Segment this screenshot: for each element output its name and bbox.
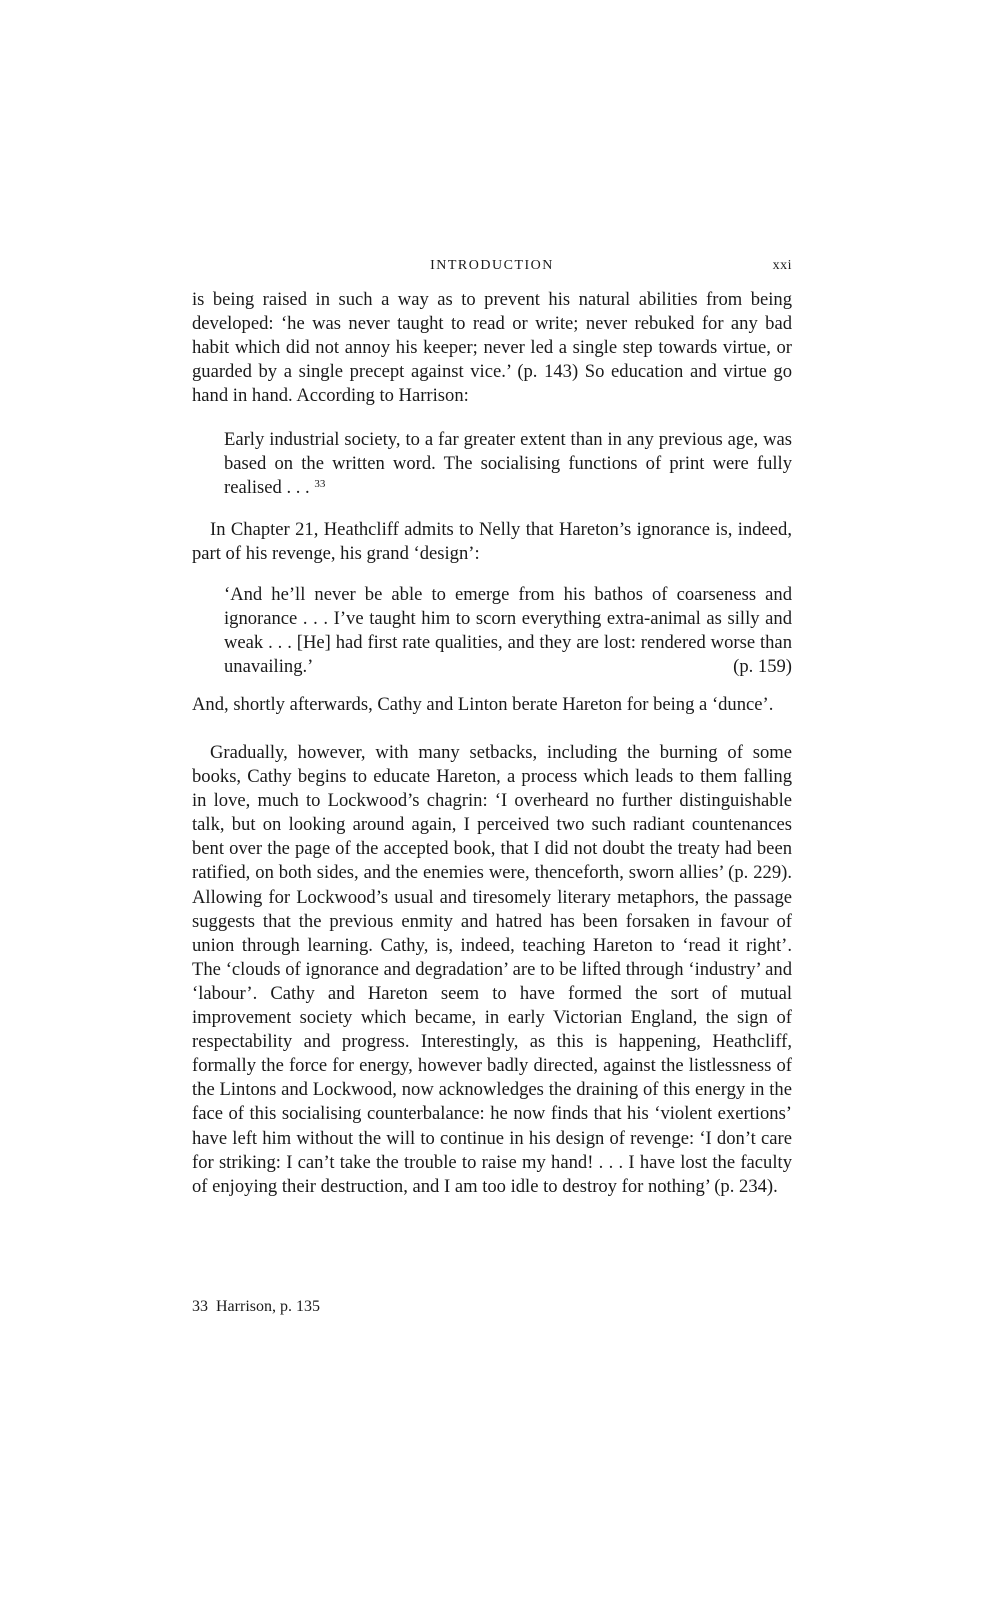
block-quote-heathcliff (224, 583, 792, 679)
paragraph-3: And, shortly afterwards, Cathy and Linton berate Hareton for being a ‘dunce’. (192, 694, 774, 715)
footnote (192, 1298, 328, 1316)
footnote-number: 33 (192, 1298, 208, 1315)
quote-text: ‘And he’ll never be able to emerge from his bathos of coarseness and ignorance . . . I’ve taught him to scorn everything extra-animal as silly and weak . . . [He] had first rate qualities, and they are lost: rendered worse than unavailing.’ (224, 584, 792, 678)
paragraph-1: is being raised in such a way as to prevent his natural abilities from being developed: ‘he was never taught to read or write; never rebuked for any bad habit which did not annoy his keeper; never led a single step towards virtue, or guarded by a single precept against vice.’ (p. 143) So education and virtue go hand in hand. According to Harrison: (192, 289, 792, 407)
quote-text: Early industrial society, to a far greater extent than in any previous age, was based on the written word. The socialising functions of print were fully realised . . . (224, 429, 792, 499)
page-number: xxi (772, 258, 792, 273)
block-quote-harrison (224, 428, 792, 500)
running-title: INTRODUCTION (430, 258, 554, 273)
paragraph-4: Gradually, however, with many setbacks, including the burning of some books, Cathy begins to educate Hareton, a process which leads to them falling in love, much to Lockwood’s chagrin: ‘I overheard no further distinguishable talk, but on looking around again, I perceived two such radiant countenances bent over the page of the accepted book, that I did not doubt the treaty had been ratified, on both sides, and the enemies were, thenceforth, sworn allies’ (p. 229). Allowing for Lockwood’s usual and tiresomely literary metaphors, the passage suggests that the previous enmity and hatred has been forsaken in favour of union through learning. Cathy, is, indeed, teaching Hareton to ‘read it right’. The ‘clouds of ignorance and degradation’ are to be lifted through ‘industry’ and ‘labour’. Cathy and Hareton seem to have formed the sort of mutual improvement society which became, in early Victorian England, the sign of respectability and progress. Interestingly, as this is happening, Heathcliff, formally the force for energy, however badly directed, against the listlessness of the Lintons and Lockwood, now acknowledges the draining of this energy in the face of this socialising counterbalance: he now finds that his ‘violent exertions’ have left him without the will to continue in his design of revenge: ‘I don’t care for striking: I can’t take the trouble to raise my hand! . . . I have lost the faculty of enjoying their destruction, and I am too idle to destroy for nothing’ (p. 234). (192, 742, 792, 1197)
running-header (192, 258, 792, 280)
footnote-text: Harrison, p. 135 (216, 1298, 320, 1315)
paragraph-2: In Chapter 21, Heathcliff admits to Nelly that Hareton’s ignorance is, indeed, part of his revenge, his grand ‘design’: (192, 519, 792, 565)
quote-reference: (p. 159) (733, 656, 792, 678)
footnote-marker: 33 (314, 478, 326, 491)
